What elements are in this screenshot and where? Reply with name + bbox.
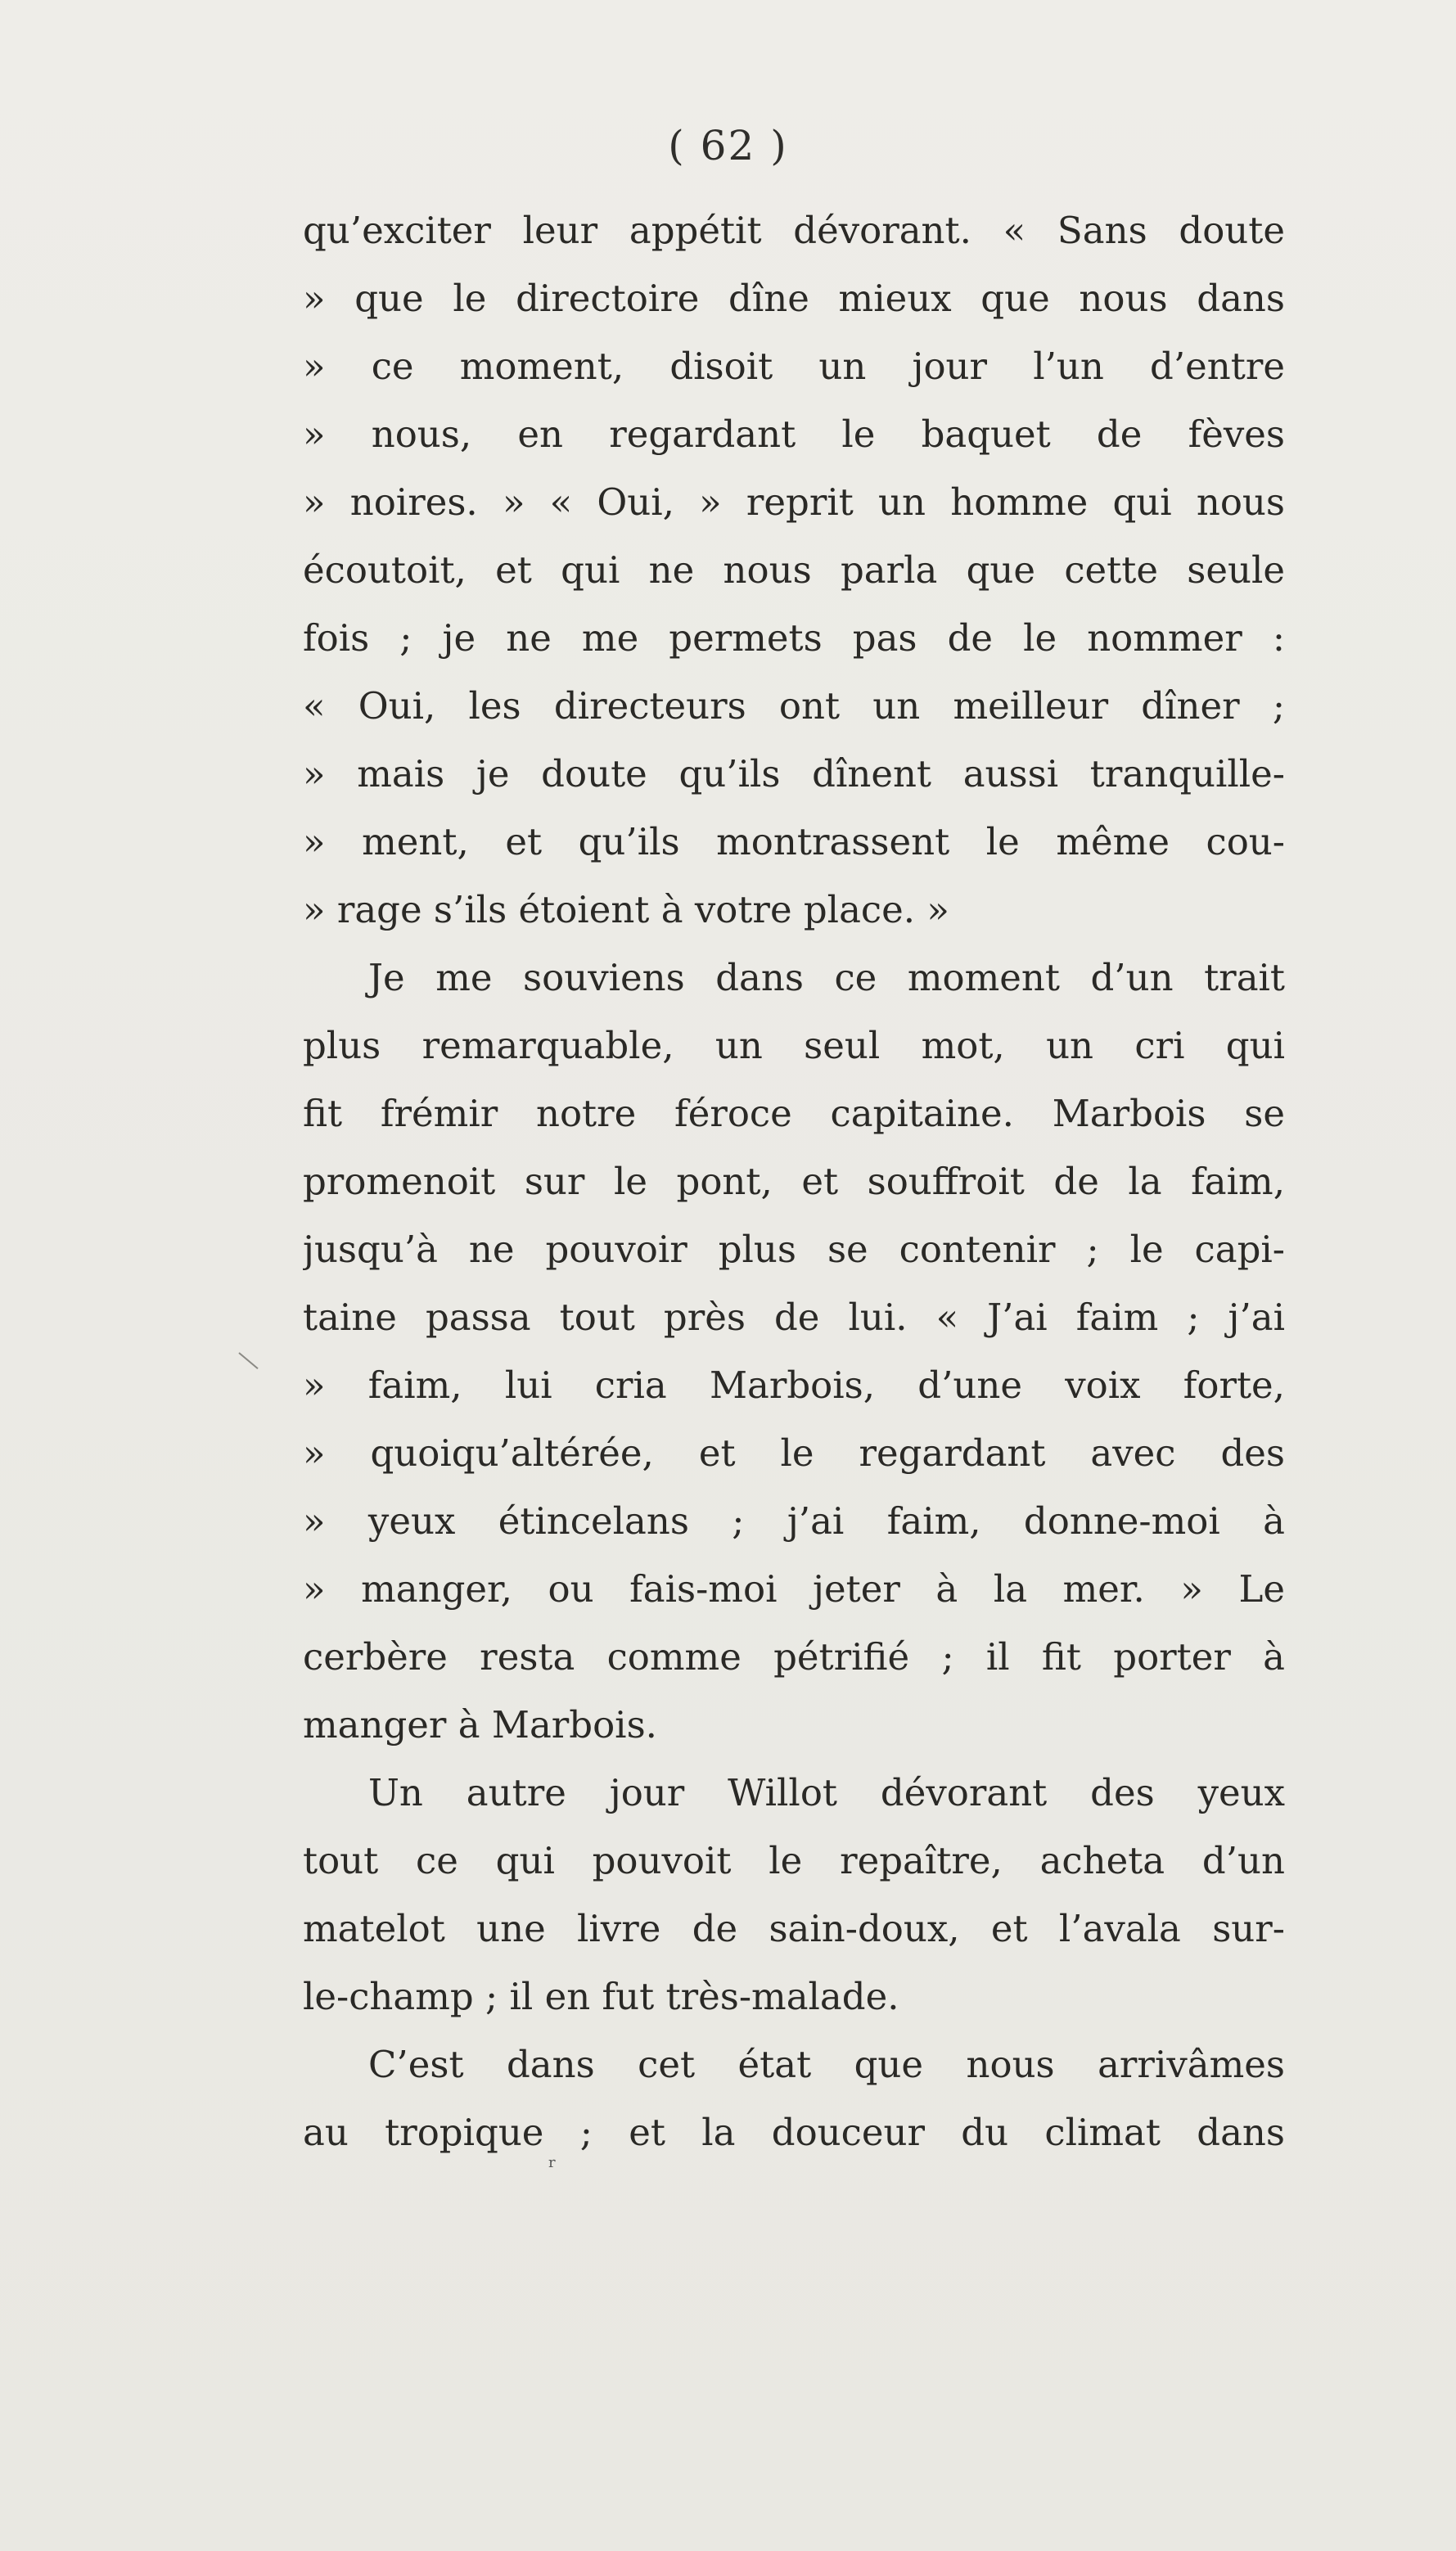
text-line: » mais je doute qu’ils dînent aussi tranquille- bbox=[303, 752, 1285, 795]
text-line: » manger, ou fais-moi jeter à la mer. » Le bbox=[303, 1567, 1285, 1611]
text-line: manger à Marbois. bbox=[303, 1703, 657, 1746]
text-line: fit frémir notre féroce capitaine. Marbois se bbox=[303, 1092, 1285, 1135]
text-line: » noires. » « Oui, » reprit un homme qui nous bbox=[303, 480, 1285, 524]
text-line: » faim, lui cria Marbois, d’une voix forte, bbox=[303, 1363, 1285, 1407]
text-line: jusqu’à ne pouvoir plus se contenir ; le capi- bbox=[303, 1228, 1285, 1271]
text-line: promenoit sur le pont, et souffroit de la faim, bbox=[303, 1160, 1285, 1203]
text-line: cerbère resta comme pétrifié ; il fit porter à bbox=[303, 1635, 1285, 1679]
text-line: » nous, en regardant le baquet de fèves bbox=[303, 412, 1285, 456]
paragraph-start-line: Je me souviens dans ce moment d’un trait bbox=[368, 956, 1285, 999]
text-line: matelot une livre de sain-doux, et l’avala sur- bbox=[303, 1907, 1285, 1950]
text-line: » quoiqu’altérée, et le regardant avec des bbox=[303, 1431, 1285, 1475]
text-line: » ce moment, disoit un jour l’un d’entre bbox=[303, 345, 1285, 388]
text-line: » ment, et qu’ils montrassent le même cou- bbox=[303, 820, 1285, 863]
paragraph-start-line: Un autre jour Willot dévorant des yeux bbox=[368, 1771, 1285, 1814]
text-line: le-champ ; il en fut très-malade. bbox=[303, 1975, 899, 2018]
text-line: » yeux étincelans ; j’ai faim, donne-moi à bbox=[303, 1499, 1285, 1543]
text-line: taine passa tout près de lui. « J’ai faim ; j’ai bbox=[303, 1296, 1285, 1339]
margin-pencil-mark bbox=[238, 1352, 258, 1369]
text-line: écoutoit, et qui ne nous parla que cette seule bbox=[303, 548, 1285, 592]
text-line: » rage s’ils étoient à votre place. » bbox=[303, 888, 949, 931]
text-line: plus remarquable, un seul mot, un cri qui bbox=[303, 1024, 1285, 1067]
text-line: « Oui, les directeurs ont un meilleur dîner ; bbox=[303, 684, 1285, 728]
text-line: fois ; je ne me permets pas de le nommer : bbox=[303, 616, 1285, 660]
body-text bbox=[303, 196, 1285, 2171]
text-line: » que le directoire dîne mieux que nous dans bbox=[303, 277, 1285, 320]
text-line: tout ce qui pouvoit le repaître, acheta d’un bbox=[303, 1839, 1285, 1882]
text-line: au tropique ; et la douceur du climat dans bbox=[303, 2111, 1285, 2154]
catchword: r bbox=[548, 2154, 556, 2171]
page-number: ( 62 ) bbox=[668, 122, 788, 169]
paragraph-start-line: C’est dans cet état que nous arrivâmes bbox=[368, 2043, 1285, 2086]
text-line: qu’exciter leur appétit dévorant. « Sans doute bbox=[303, 209, 1285, 252]
